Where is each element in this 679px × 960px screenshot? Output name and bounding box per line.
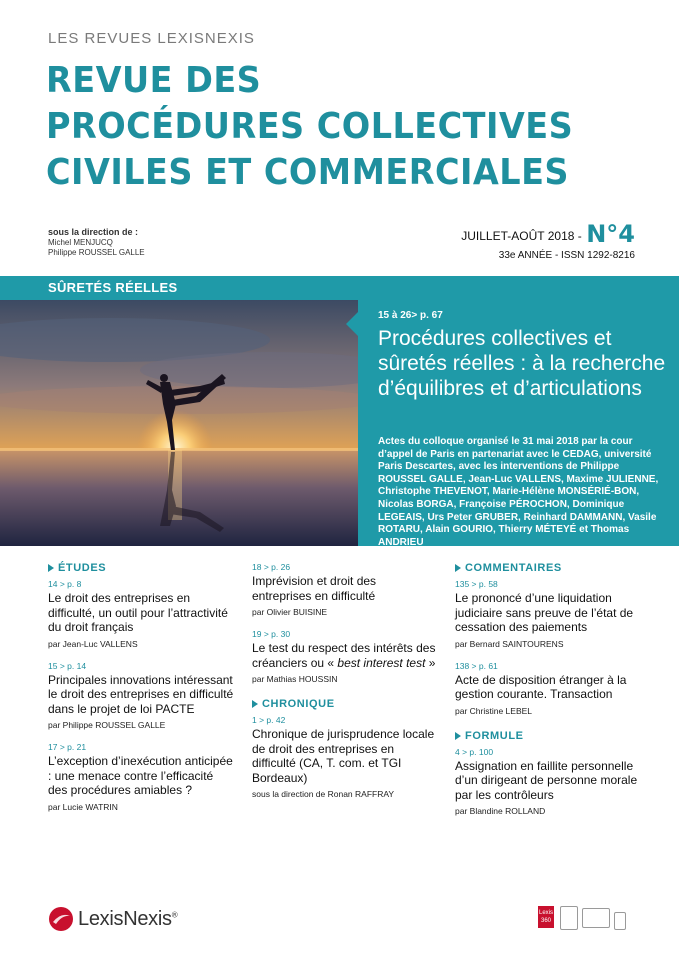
- cover-photo: [0, 300, 358, 546]
- lexis360-badge: Lexis 360: [538, 906, 554, 928]
- year-issn: 33e ANNÉE - ISSN 1292-8216: [498, 250, 635, 261]
- phone-icon: [614, 912, 626, 930]
- issue-number: N°4: [586, 220, 635, 248]
- article-author: par Lucie WATRIN: [48, 801, 118, 812]
- heading-text: ÉTUDES: [58, 562, 107, 574]
- article-title: Imprévision et droit des entreprises en difficulté: [252, 574, 377, 603]
- device-icons: [560, 906, 640, 932]
- article-item[interactable]: [48, 742, 234, 812]
- section-label: SÛRETÉS RÉELLES: [48, 280, 178, 295]
- section-heading-etudes: [48, 562, 234, 574]
- heading-text: FORMULE: [465, 729, 524, 742]
- article-title: L’exception d’inexécution anticipée : une menace contre l’efficacité des procédures amiables ?: [48, 754, 233, 797]
- column-etudes: [48, 562, 234, 824]
- article-ref: 135 > p. 58: [455, 579, 498, 589]
- title-emphasis: best interest test: [337, 655, 426, 670]
- title-part: »: [428, 655, 436, 670]
- article-item[interactable]: [455, 747, 645, 817]
- article-ref: 4 > p. 100: [455, 746, 494, 757]
- article-item[interactable]: [48, 579, 234, 649]
- triangle-icon: [252, 700, 258, 708]
- article-author: par Bernard SAINTOURENS: [455, 638, 564, 649]
- logo-word: LexisNexis: [78, 907, 172, 930]
- article-ref: 15 > p. 14: [48, 660, 87, 671]
- article-author: par Philippe ROUSSEL GALLE: [48, 720, 166, 730]
- feature-description: Actes du colloque organisé le 31 mai 2018 par la cour d’appel de Paris en partenariat avec le CEDAG, université Paris Descartes, avec les interventions de Philippe ROUSSEL GALLE, Jean-Luc VALLENS, Maxime JULIENNE, Christophe THEVENOT, Marie-Hélène MONSÉRIÉ-BON, Nicolas BORGA, Françoise PÉROCHON, Dominique LEGEAIS, Urs Peter GRUBER, Reinhard DAMMANN, Vasile ROTARU, Alain GOURIO, Thierry MÉTEYÉ et Thomas ANDRIEU: [378, 436, 659, 548]
- logo-text: [78, 908, 177, 931]
- article-ref: 18 > p. 26: [252, 562, 291, 572]
- heading-text: CHRONIQUE: [262, 698, 335, 710]
- article-item[interactable]: [455, 661, 645, 716]
- article-title: [252, 641, 438, 670]
- title-line-2: PROCÉDURES COLLECTIVES: [46, 106, 574, 147]
- article-ref: 17 > p. 21: [48, 742, 87, 752]
- article-item[interactable]: [252, 562, 438, 617]
- title-line-1: REVUE DES: [46, 60, 262, 101]
- article-ref: 14 > p. 8: [48, 579, 82, 589]
- section-heading-chronique: [252, 698, 438, 710]
- issue-date: JUILLET-AOÛT 2018 -: [461, 229, 582, 243]
- director-1: Michel MENJUCQ: [48, 238, 113, 247]
- lexisnexis-logo: [48, 906, 177, 932]
- article-ref: 138 > p. 61: [455, 660, 498, 671]
- article-author: sous la direction de Ronan RAFFRAY: [252, 789, 395, 799]
- article-author: par Mathias HOUSSIN: [252, 674, 338, 684]
- article-item[interactable]: [48, 661, 234, 731]
- article-ref: 1 > p. 42: [252, 715, 286, 725]
- article-author: par Blandine ROLLAND: [455, 806, 546, 816]
- article-title: Assignation en faillite personnelle d’un dirigeant de personne morale par les contrôleurs: [455, 758, 638, 802]
- feature-ref: 15 à 26> p. 67: [378, 310, 443, 321]
- triangle-icon: [455, 564, 461, 572]
- panel-notch: [346, 312, 358, 336]
- sunset-yoga-image: [0, 300, 358, 546]
- triangle-icon: [48, 564, 54, 572]
- article-author: par Jean-Luc VALLENS: [48, 638, 138, 649]
- editorial-direction: [48, 227, 145, 258]
- feature-title: Procédures collectives et sûretés réelles : à la recherche d’équilibres et d’articulations: [378, 327, 666, 400]
- article-ref: 19 > p. 30: [252, 629, 291, 639]
- section-heading-commentaires: [455, 562, 645, 574]
- article-title: Le prononcé d’une liquidation judiciaire sans preuve de l’état de cessation des paiements: [455, 591, 634, 634]
- lexisnexis-mark-icon: [48, 906, 74, 932]
- column-commentaires: [455, 562, 645, 828]
- direction-label: sous la direction de :: [48, 227, 139, 237]
- title-line-3: CIVILES ET COMMERCIALES: [46, 152, 570, 193]
- article-author: par Olivier BUISINE: [252, 607, 328, 617]
- article-title: Chronique de jurisprudence locale de droit des entreprises en difficulté (CA, T. com. et TGI Bordeaux): [252, 727, 435, 785]
- article-item[interactable]: [455, 579, 645, 649]
- brand-line: LES REVUES LEXISNEXIS: [48, 30, 255, 47]
- column-middle: [252, 562, 438, 811]
- article-title: Le droit des entreprises en difficulté, un outil pour l’attractivité du droit français: [48, 591, 228, 634]
- article-title: Acte de disposition étranger à la gestion courante. Transaction: [455, 672, 627, 701]
- article-title: Principales innovations intéressant le droit des entreprises en difficulté dans le projet de loi PACTE: [48, 672, 234, 716]
- journal-title: [46, 58, 623, 196]
- director-2: Philippe ROUSSEL GALLE: [48, 248, 145, 257]
- registered-mark: ®: [171, 909, 178, 919]
- tablet-icon: [560, 906, 578, 930]
- article-item[interactable]: [252, 715, 438, 799]
- title-part: Le test du respect des intérêts des créanciers ou «: [252, 641, 436, 670]
- article-author: par Christine LEBEL: [455, 705, 533, 716]
- monitor-icon: [582, 908, 610, 928]
- article-item[interactable]: [252, 629, 438, 684]
- issue-info: [461, 222, 635, 261]
- section-heading-formule: [455, 730, 645, 742]
- heading-text: COMMENTAIRES: [465, 562, 562, 574]
- triangle-icon: [455, 732, 461, 740]
